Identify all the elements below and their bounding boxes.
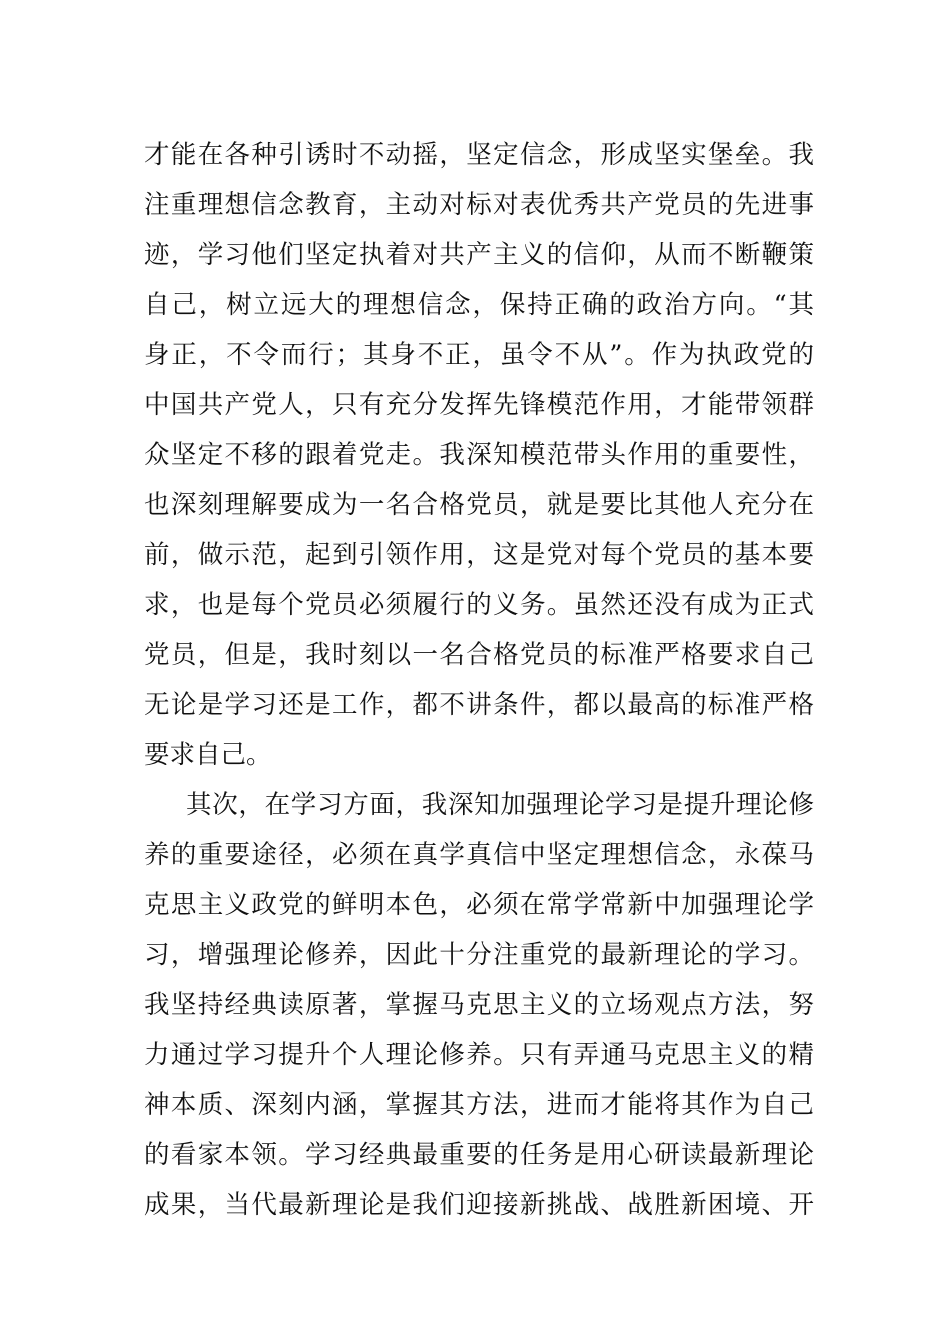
text-line: 力通过学习提升个人理论修养。只有弄通马克思主义的精 xyxy=(144,1040,814,1070)
text-line: 克思主义政党的鲜明本色，必须在常学常新中加强理论学 xyxy=(144,890,814,920)
text-line: 其次，在学习方面，我深知加强理论学习是提升理论修 xyxy=(186,790,814,820)
text-line: 我坚持经典读原著，掌握马克思主义的立场观点方法，努 xyxy=(144,990,814,1020)
body-text xyxy=(144,130,814,1230)
text-line: 党员，但是，我时刻以一名合格党员的标准严格要求自己 xyxy=(144,640,814,670)
paragraph-2 xyxy=(144,780,814,1230)
text-line: 前，做示范，起到引领作用，这是党对每个党员的基本要 xyxy=(144,540,814,570)
text-line: 求，也是每个党员必须履行的义务。虽然还没有成为正式 xyxy=(144,590,814,620)
text-line: 的看家本领。学习经典最重要的任务是用心研读最新理论 xyxy=(144,1140,814,1170)
text-line: 也深刻理解要成为一名合格党员，就是要比其他人充分在 xyxy=(144,490,814,520)
paragraph-1 xyxy=(144,130,814,780)
text-line: 养的重要途径，必须在真学真信中坚定理想信念，永葆马 xyxy=(144,840,814,870)
text-line: 迹，学习他们坚定执着对共产主义的信仰，从而不断鞭策 xyxy=(144,240,814,270)
text-line: 注重理想信念教育，主动对标对表优秀共产党员的先进事 xyxy=(144,190,814,220)
text-line: 成果，当代最新理论是我们迎接新挑战、战胜新困境、开 xyxy=(144,1190,814,1220)
text-line: 习，增强理论修养，因此十分注重党的最新理论的学习。 xyxy=(144,940,814,970)
text-line: 才能在各种引诱时不动摇，坚定信念，形成坚实堡垒。我 xyxy=(144,140,814,170)
text-line: 中国共产党人，只有充分发挥先锋模范作用，才能带领群 xyxy=(144,390,814,420)
text-line: 神本质、深刻内涵，掌握其方法，进而才能将其作为自己 xyxy=(144,1090,814,1120)
text-line: 众坚定不移的跟着党走。我深知模范带头作用的重要性， xyxy=(144,440,814,470)
text-line: 无论是学习还是工作，都不讲条件，都以最高的标准严格 xyxy=(144,690,814,720)
text-line: 自己，树立远大的理想信念，保持正确的政治方向。“其 xyxy=(144,290,814,320)
text-line: 要求自己。 xyxy=(144,740,272,770)
text-line: 身正，不令而行；其身不正，虽令不从”。作为执政党的 xyxy=(144,340,814,370)
